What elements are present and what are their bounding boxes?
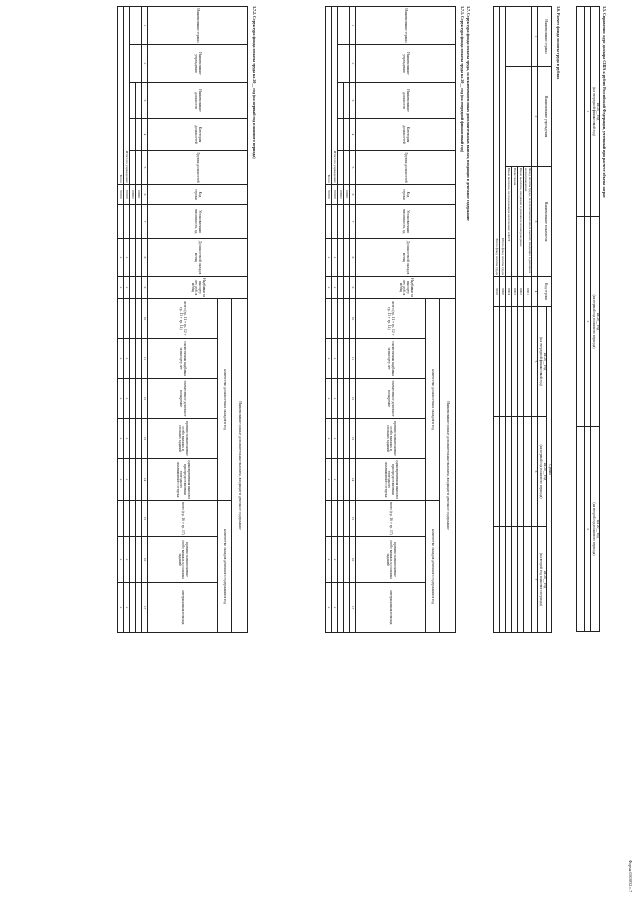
table-cell: [338, 379, 344, 419]
table-cell: [344, 501, 350, 537]
s36-h-name: Наименование страны: [538, 7, 552, 67]
table-cell: 0002: [517, 277, 523, 307]
table-cell: Наименование учреждения: [356, 45, 456, 83]
table-cell: [344, 277, 350, 299]
table-cell: [130, 459, 136, 501]
table-cell: x: [326, 379, 332, 419]
table-cell: [136, 419, 142, 459]
table-cell: 14: [350, 459, 356, 501]
cell-text: на 20__ год: [543, 462, 548, 481]
table-cell: 14: [142, 459, 148, 501]
table-cell: [517, 307, 523, 417]
table-cell: [577, 7, 585, 217]
table-cell: [124, 205, 130, 239]
table-cell: [124, 501, 130, 537]
table-cell: [136, 379, 142, 419]
table-cell: 4: [532, 277, 538, 307]
form-label: Форма 0503832 с.7: [628, 860, 633, 893]
s36-h-code: Код строки: [538, 277, 552, 307]
table-cell: Категория должностей: [356, 119, 456, 151]
cell-text: на 20__ год: [596, 102, 600, 121]
table-cell: 0001: [523, 277, 531, 307]
cell-text: на 20__ год: [596, 312, 600, 331]
table-cell: Наименование страны: [148, 7, 248, 45]
table-cell: 3: [532, 167, 538, 277]
table-cell: Всего: [118, 7, 124, 185]
table-cell: x: [332, 239, 338, 277]
table-cell: x: [124, 459, 130, 501]
table-cell: [136, 205, 142, 239]
table-cell: [332, 205, 338, 239]
table-cell: Группа должностей: [148, 151, 248, 185]
table-cell: x: [124, 277, 130, 299]
table-cell: 00001: [344, 185, 350, 205]
table-cell: [130, 583, 136, 633]
table-cell: [136, 239, 142, 277]
table-cell: x: [332, 339, 338, 379]
table-cell: [130, 537, 136, 583]
s35-col-1: [591, 7, 600, 217]
table-cell: [523, 417, 531, 527]
table-cell: всего (гр. 16 + гр. 17): [356, 501, 426, 537]
s35-col-2: [591, 217, 600, 427]
table-cell: 7: [142, 205, 148, 239]
table-cell: [130, 277, 136, 299]
table-cell: [118, 205, 124, 239]
table-cell: [344, 119, 350, 151]
s36-title: 3.6. Расчет фонда оплаты труда в рублях: [556, 6, 561, 80]
table-cell: x: [124, 339, 130, 379]
table-cell: x: [326, 277, 332, 299]
table-cell: [344, 339, 350, 379]
table-cell: материальная помощь: [148, 583, 218, 633]
table-cell: 5: [142, 151, 148, 185]
table-cell: [338, 119, 344, 151]
table-cell: [118, 299, 124, 339]
table-cell: [511, 527, 517, 633]
s35-table: [576, 6, 600, 632]
table-cell: 17: [142, 583, 148, 633]
table-cell: 1: [350, 7, 356, 45]
table-cell: x: [118, 339, 124, 379]
s36-row-4: Иные выплаты, не подлежащие включению в ФОТ: [505, 167, 511, 277]
table-cell: [136, 339, 142, 379]
table-cell: ежемесячная надбавка за выслугу лет: [356, 339, 426, 379]
table-cell: x: [118, 537, 124, 583]
table-cell: [344, 419, 350, 459]
table-cell: 13: [350, 419, 356, 459]
table-cell: Группа должностей: [356, 151, 456, 185]
table-cell: x: [118, 277, 124, 299]
table-cell: x: [332, 583, 338, 633]
table-cell: 9: [142, 277, 148, 299]
table-cell: премии за выполнение особо важных и сложных заданий: [356, 537, 426, 583]
table-cell: 5: [350, 151, 356, 185]
table-cell: премии за выполнение особо важных и сложных заданий: [356, 419, 426, 459]
table-cell: Наименование и иные дополнительные выплаты, входящие в денежное содержание: [440, 299, 456, 633]
table-cell: [517, 417, 523, 527]
s36-h-ind: Наименование показателя: [538, 167, 552, 277]
table-cell: Всего: [326, 7, 332, 185]
table-cell: [136, 83, 142, 119]
table-cell: Наименование и иные дополнительные выплаты, входящие в денежное содержание: [232, 299, 248, 633]
table-cell: [505, 527, 511, 633]
table-cell: [511, 417, 517, 527]
table-cell: x: [124, 419, 130, 459]
table-cell: x: [326, 419, 332, 459]
table-cell: [332, 501, 338, 537]
table-cell: [130, 419, 136, 459]
table-cell: 0004: [505, 277, 511, 307]
table-cell: [499, 307, 505, 417]
table-cell: 12: [142, 379, 148, 419]
s37-sub2: 3.7.2. Структура фонда оплаты труда на 20__ год (на первый год планового периода): [252, 6, 257, 159]
table-cell: [344, 379, 350, 419]
table-cell: количество окладов денежного содержания в год: [426, 501, 440, 633]
table-cell: 10: [142, 299, 148, 339]
table-cell: [499, 417, 505, 527]
table-cell: Наименование должности: [356, 83, 456, 119]
table-cell: [326, 299, 332, 339]
table-cell: 2: [585, 217, 591, 427]
cell-text: на 20__ год: [596, 520, 600, 538]
table-cell: ежемесячное денежное поощрение: [356, 379, 426, 419]
table-cell: [577, 427, 585, 632]
s36-row-2: Иные выплаты, входящие в денежное вознаграждение: [517, 167, 523, 277]
table-cell: премии за выполнение особо важных и сложных заданий: [148, 419, 218, 459]
table-cell: x: [326, 339, 332, 379]
table-cell: [136, 277, 142, 299]
table-cell: [577, 217, 585, 427]
table-cell: [538, 307, 547, 417]
table-cell: x: [332, 459, 338, 501]
table-cell: [136, 119, 142, 151]
table-cell: [124, 299, 130, 339]
table-cell: [338, 83, 344, 119]
table-cell: [338, 299, 344, 339]
cell-text: на 20__ год: [543, 570, 548, 589]
table-cell: [344, 151, 350, 185]
s37-table-2: [117, 6, 248, 633]
table-cell: [505, 417, 511, 527]
table-cell: [136, 299, 142, 339]
table-cell: всего (гр. 11 + гр. 12 + гр. 13 + гр. 14): [148, 299, 218, 339]
table-cell: Наименование учреждения: [148, 45, 248, 83]
table-cell: 8: [350, 239, 356, 277]
table-cell: [130, 205, 136, 239]
table-cell: x: [326, 583, 332, 633]
table-cell: [130, 7, 142, 45]
table-cell: [344, 83, 350, 119]
s36-table: [493, 6, 552, 633]
table-cell: 10: [350, 299, 356, 339]
table-cell: Надбавки за выслугу лет, руб. в месяц: [148, 277, 248, 299]
table-cell: [338, 419, 344, 459]
table-cell: Установленная численность, ед.: [148, 205, 248, 239]
table-cell: ежемесячная надбавка за выслугу лет: [148, 339, 218, 379]
table-cell: x: [118, 379, 124, 419]
table-cell: [538, 527, 547, 633]
table-cell: x: [326, 537, 332, 583]
table-cell: [130, 151, 136, 185]
s37-sub1: 3.7.1. Структура фонда оплаты труда на 20__ год (на очередной финансовый год): [460, 6, 465, 153]
table-cell: 90100: [326, 185, 332, 205]
table-cell: [118, 501, 124, 537]
table-cell: 6: [142, 185, 148, 205]
table-cell: [517, 527, 523, 633]
s36-total-1: Итого фонд оплаты труда: [499, 7, 505, 277]
table-cell: x: [124, 239, 130, 277]
table-cell: 1: [532, 7, 538, 67]
table-cell: [505, 7, 531, 67]
table-cell: 9000: [499, 277, 505, 307]
table-cell: 7: [350, 205, 356, 239]
table-cell: всего (гр. 11 + гр. 12 + гр. 13 + гр. 14): [356, 299, 426, 339]
table-cell: [136, 537, 142, 583]
cell-text: (на первый год планового периода): [592, 294, 597, 349]
table-cell: 2: [532, 67, 538, 167]
table-cell: [326, 501, 332, 537]
table-cell: [344, 537, 350, 583]
s35-title: 3.5. Справочно: курс доллара США к рублю Российской Федерации, учтенный при расчете объема затрат: [602, 6, 607, 198]
table-cell: x: [124, 583, 130, 633]
table-cell: 16: [142, 537, 148, 583]
table-cell: x: [124, 537, 130, 583]
table-cell: 6: [350, 185, 356, 205]
table-cell: Наименование страны: [356, 7, 456, 45]
table-cell: [130, 239, 136, 277]
table-cell: 11: [350, 339, 356, 379]
table-cell: [136, 501, 142, 537]
cell-text: (на второй год планового периода): [592, 502, 597, 556]
table-cell: [493, 307, 499, 417]
table-cell: [130, 45, 142, 83]
table-cell: единовременная выплата при предоставлении ежегодного оплачиваемого отпуска: [356, 459, 426, 501]
table-cell: премии за выполнение особо важных и сложных заданий: [148, 537, 218, 583]
table-cell: [538, 417, 547, 527]
cell-text: (на первый год планового периода): [539, 444, 544, 499]
table-cell: 6: [532, 417, 538, 527]
table-cell: [505, 307, 511, 417]
s36-row-3: Начисления: [511, 167, 517, 277]
table-cell: [344, 299, 350, 339]
table-cell: 7: [532, 527, 538, 633]
table-cell: [338, 459, 344, 501]
table-cell: 13: [142, 419, 148, 459]
table-cell: Код строки: [356, 185, 456, 205]
table-cell: x: [332, 277, 338, 299]
table-cell: [523, 527, 531, 633]
table-cell: x: [326, 239, 332, 277]
cell-text: (на очередной финансовый год): [539, 337, 544, 386]
table-cell: 00002: [130, 185, 136, 205]
table-cell: 90100: [118, 185, 124, 205]
s35-col-3: [591, 427, 600, 632]
table-cell: [130, 299, 136, 339]
table-cell: x: [332, 379, 338, 419]
table-cell: x: [124, 379, 130, 419]
table-cell: 3: [350, 83, 356, 119]
table-cell: [338, 45, 350, 83]
table-cell: Наименование должности: [148, 83, 248, 119]
table-cell: [344, 583, 350, 633]
table-cell: [338, 205, 344, 239]
table-cell: [338, 7, 350, 45]
table-cell: Должностной оклад в месяц: [356, 239, 456, 277]
s36-h-sum: Сумма: [547, 307, 552, 633]
table-cell: 4: [142, 119, 148, 151]
table-cell: [493, 417, 499, 527]
table-cell: [338, 583, 344, 633]
table-cell: 9010: [493, 277, 499, 307]
table-cell: количество должностных окладов в год: [218, 299, 232, 501]
table-cell: [338, 151, 344, 185]
table-cell: [130, 339, 136, 379]
table-cell: [344, 205, 350, 239]
table-cell: [338, 277, 344, 299]
s36-h-inst: Наименование учреждения: [538, 67, 552, 167]
table-cell: [344, 459, 350, 501]
table-cell: 17: [350, 583, 356, 633]
table-cell: 4: [350, 119, 356, 151]
table-cell: материальная помощь: [356, 583, 426, 633]
table-cell: [511, 307, 517, 417]
s37-title: 3.7. Структура фонда оплаты труда, за исключением иных дополнительных выплат, входящих в денежное содержание: [466, 6, 471, 221]
table-cell: 2: [142, 45, 148, 83]
table-cell: ежемесячное денежное поощрение: [148, 379, 218, 419]
table-cell: 12: [350, 379, 356, 419]
table-cell: 00001: [136, 185, 142, 205]
table-cell: x: [118, 583, 124, 633]
table-cell: x: [118, 419, 124, 459]
table-cell: 1: [585, 7, 591, 217]
table-cell: Итого по учреждению: [124, 7, 130, 185]
table-cell: 2: [350, 45, 356, 83]
table-cell: 3: [585, 427, 591, 632]
table-cell: 16: [350, 537, 356, 583]
table-cell: 11: [142, 339, 148, 379]
table-cell: 8: [142, 239, 148, 277]
table-cell: 5: [532, 307, 538, 417]
table-cell: Должностной оклад в месяц: [148, 239, 248, 277]
s36-total-2: Всего фонд оплаты труда: [493, 7, 499, 277]
table-cell: 00100: [124, 185, 130, 205]
table-cell: Категория должностей: [148, 119, 248, 151]
table-cell: единовременная выплата при предоставлении ежегодного оплачиваемого отпуска: [148, 459, 218, 501]
table-cell: Код строки: [148, 185, 248, 205]
cell-text: на 20__ год: [543, 352, 548, 371]
table-cell: [344, 239, 350, 277]
table-cell: всего (гр. 16 + гр. 17): [148, 501, 218, 537]
table-cell: количество окладов денежного содержания в год: [218, 501, 232, 633]
cell-text: (на очередной финансовый год): [592, 87, 597, 136]
table-cell: [130, 83, 136, 119]
table-cell: x: [332, 419, 338, 459]
table-cell: [326, 205, 332, 239]
table-cell: [505, 67, 531, 167]
table-cell: [338, 239, 344, 277]
cell-text: (на второй год планового периода): [539, 553, 544, 606]
table-cell: [136, 151, 142, 185]
table-cell: 00002: [338, 185, 344, 205]
table-cell: Итого по учреждению: [332, 7, 338, 185]
table-cell: x: [118, 459, 124, 501]
s36-row-1: Фонд оплаты труда, за исключением иных выплат, входящих в денежное вознаграждение: [523, 167, 531, 277]
table-cell: Надбавки за выслугу лет, руб. в месяц: [356, 277, 456, 299]
table-cell: 00100: [332, 185, 338, 205]
table-cell: 9: [350, 277, 356, 299]
table-cell: [130, 501, 136, 537]
table-cell: Установленная численность, ед.: [356, 205, 456, 239]
table-cell: [136, 583, 142, 633]
s37-table-1: [325, 6, 456, 633]
table-cell: 0003: [511, 277, 517, 307]
table-cell: [493, 527, 499, 633]
table-cell: [130, 119, 136, 151]
table-cell: x: [326, 459, 332, 501]
table-cell: количество должностных окладов в год: [426, 299, 440, 501]
table-cell: [332, 299, 338, 339]
table-cell: 15: [142, 501, 148, 537]
table-cell: 15: [350, 501, 356, 537]
table-cell: 3: [142, 83, 148, 119]
table-cell: 1: [142, 7, 148, 45]
table-cell: [338, 537, 344, 583]
table-cell: [338, 501, 344, 537]
table-cell: [523, 307, 531, 417]
table-cell: [136, 459, 142, 501]
table-cell: [499, 527, 505, 633]
table-cell: [130, 379, 136, 419]
table-cell: x: [332, 537, 338, 583]
table-cell: x: [118, 239, 124, 277]
table-cell: [338, 339, 344, 379]
